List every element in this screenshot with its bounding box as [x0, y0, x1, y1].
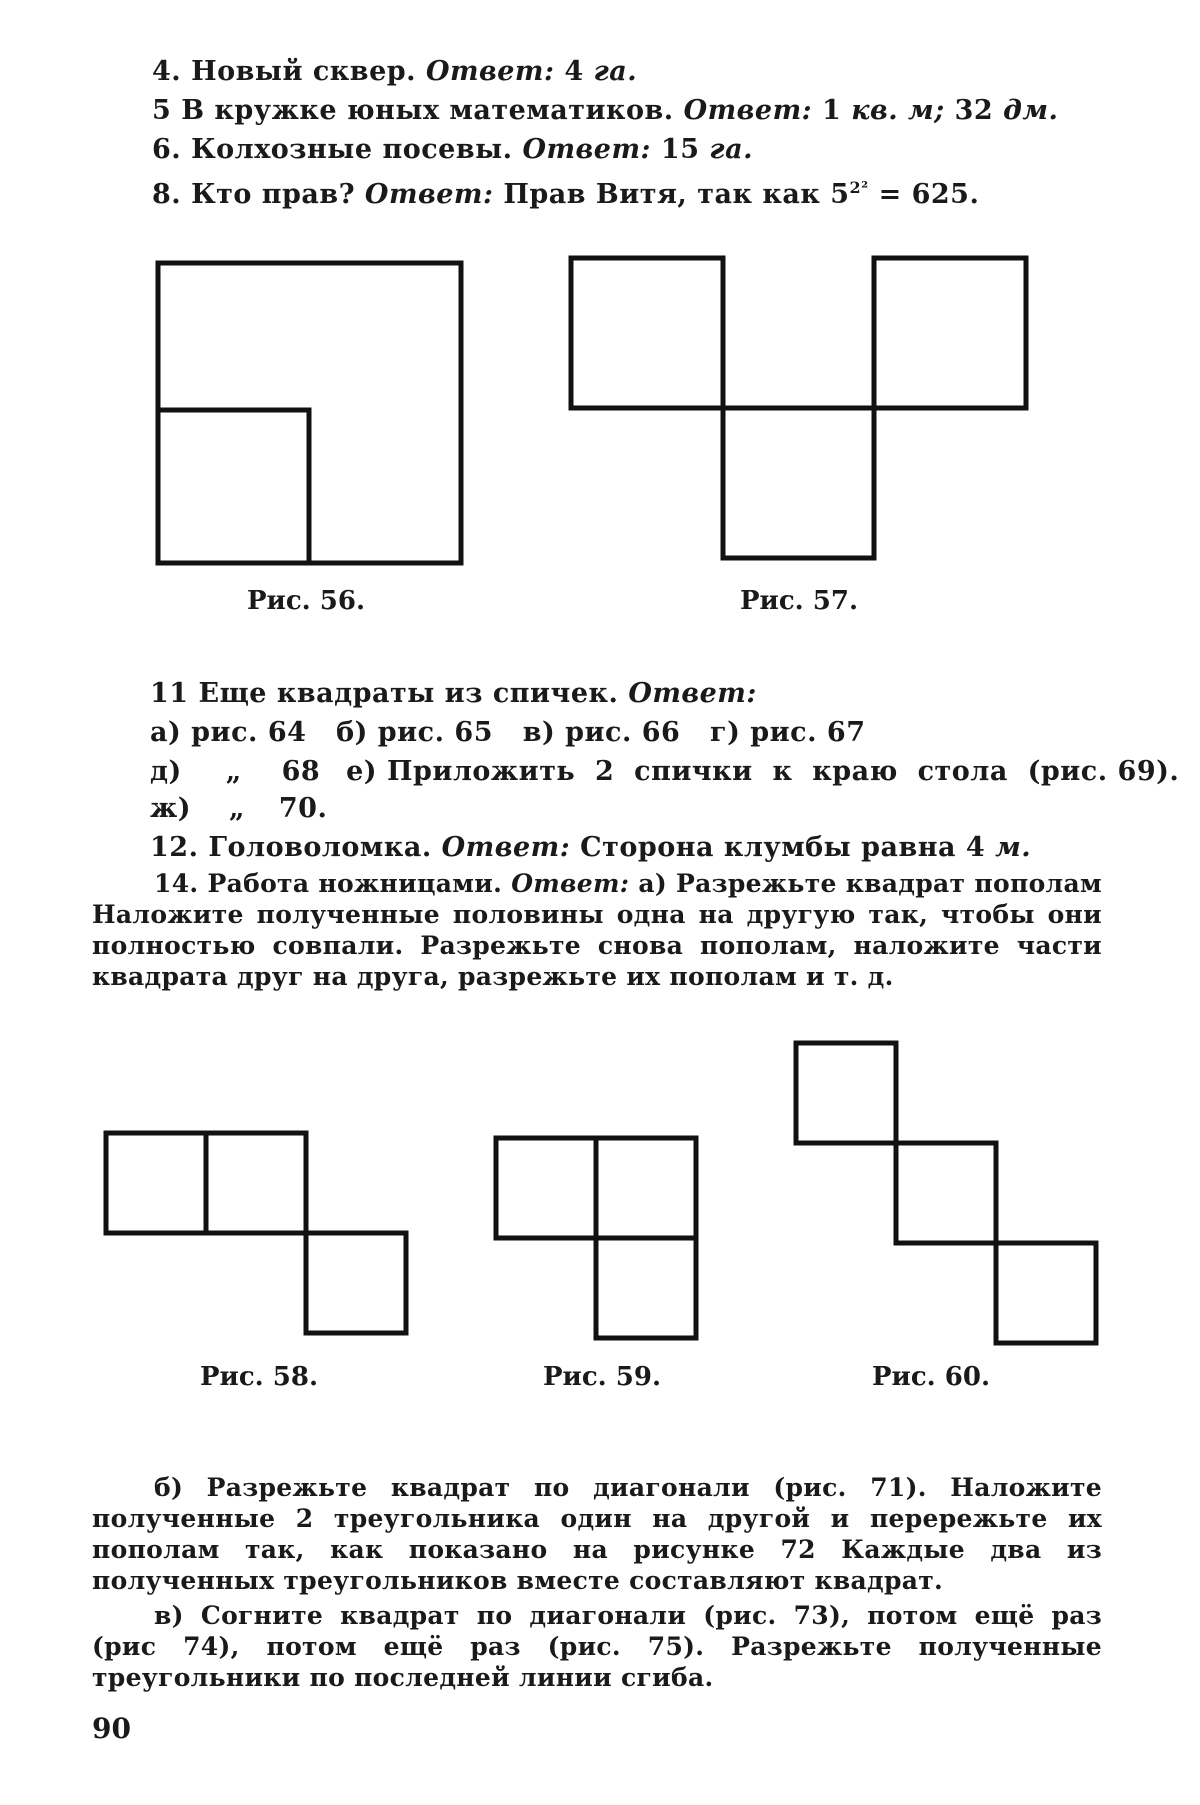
answer-number: 8.: [152, 179, 182, 210]
fig58-caption: Рис. 58.: [200, 1362, 319, 1392]
section-11-row-zh: [150, 793, 327, 825]
fig59-square-2: [596, 1138, 696, 1238]
answer-value-2: 32: [954, 95, 994, 126]
answer-title: Новый сквер.: [191, 56, 417, 87]
figure-57: [565, 250, 1035, 570]
item-letter: д): [150, 756, 182, 787]
answer-value: Прав Витя, так как 5: [503, 179, 850, 210]
section-11-row-d: [150, 756, 1180, 788]
ditto-mark: „: [225, 756, 242, 787]
answer-title: Кто прав?: [191, 179, 356, 210]
answer-unit: м.: [995, 832, 1032, 863]
answer-label: Ответ:: [425, 56, 555, 87]
fig60-caption: Рис. 60.: [872, 1362, 991, 1392]
fig57-right-square: [874, 258, 1026, 408]
fig58-square-3: [306, 1233, 406, 1333]
answer-exponent: 2²: [849, 178, 869, 197]
answer-value: Сторона клумбы равна 4: [580, 832, 986, 863]
figure-60: [790, 1035, 1110, 1355]
fig60-square-2: [896, 1143, 996, 1243]
answer-value: 4: [564, 56, 584, 87]
answer-6: [152, 134, 753, 166]
fig59-square-1: [496, 1138, 596, 1238]
answer-value: 1: [822, 95, 842, 126]
answer-label: Ответ:: [628, 678, 757, 709]
figure-58: [100, 1125, 420, 1355]
section-11-row-a: а) рис. 64 б) рис. 65 в) рис. 66 г) рис. 67: [150, 717, 866, 748]
answer-4: [152, 56, 637, 88]
answer-unit: га.: [709, 134, 753, 165]
answer-number: 5: [152, 95, 172, 126]
section-title: Головоломка.: [208, 832, 432, 863]
item-figure-number: 70.: [278, 793, 328, 824]
section-title: Еще квадраты из спичек.: [198, 678, 619, 709]
paragraph-v: [92, 1600, 1102, 1693]
fig59-square-3: [596, 1238, 696, 1338]
answer-label: Ответ:: [511, 869, 630, 898]
answer-label: Ответ:: [522, 134, 652, 165]
fig60-square-3: [996, 1243, 1096, 1343]
ditto-mark: „: [228, 793, 245, 824]
answer-value: 15: [660, 134, 700, 165]
section-text: а) Разрежьте квадрат пополам Наложите полученные половины одна на другую так, чтобы они полностью совпали. Разрежьте снова пополам, наложите части квадрата друг на друга, разрежьте их пополам и т. д.: [92, 869, 1103, 991]
answer-title: Колхозные посевы.: [191, 134, 513, 165]
answer-label: Ответ:: [683, 95, 813, 126]
answer-unit: кв. м;: [851, 95, 945, 126]
fig56-caption: Рис. 56.: [247, 586, 366, 616]
answer-value-2: = 625.: [868, 179, 980, 210]
fig58-square-1: [106, 1133, 206, 1233]
answer-number: 6.: [152, 134, 182, 165]
fig58-square-2: [206, 1133, 306, 1233]
answer-unit: га.: [593, 56, 638, 87]
answer-label: Ответ:: [441, 832, 571, 863]
paragraph-b: [92, 1472, 1102, 1596]
fig57-bottom-square: [723, 408, 874, 558]
paragraph-v-text: в) Согните квадрат по диагонали (рис. 73), потом ещё раз (рис 74), потом ещё раз (рис. 75). Разрежьте полученные треугольники по последней линии сгиба.: [92, 1601, 1102, 1692]
section-title: Работа ножницами.: [207, 869, 503, 898]
section-14: [92, 868, 1102, 992]
answer-unit-2: дм.: [1003, 95, 1059, 126]
section-number: 12.: [150, 832, 199, 863]
item-figure-number: 68: [281, 756, 321, 787]
figure-56: [150, 255, 470, 575]
fig59-caption: Рис. 59.: [543, 1362, 662, 1392]
figure-59: [490, 1130, 710, 1360]
fig57-caption: Рис. 57.: [740, 586, 859, 616]
fig57-left-square: [571, 258, 723, 408]
fig60-square-1: [796, 1043, 896, 1143]
item-letter: ж): [150, 793, 192, 824]
section-12: [150, 832, 1031, 864]
answer-5: [152, 95, 1058, 127]
answer-8: [152, 172, 979, 211]
answer-label: Ответ:: [364, 179, 494, 210]
paragraph-b-text: б) Разрежьте квадрат по диагонали (рис. 71). Наложите полученные 2 треугольника один на другой и перережьте их пополам так, как показано на рисунке 72 Каждые два из полученных треугольников вместе составляют квадрат.: [92, 1473, 1102, 1595]
answer-title: В кружке юных математиков.: [181, 95, 674, 126]
answer-number: 4.: [152, 56, 182, 87]
section-number: 14.: [154, 869, 199, 898]
section-number: 11: [150, 678, 189, 709]
item-text: е) Приложить 2 спички к краю стола (рис. 69).: [346, 756, 1180, 787]
page-number: 90: [92, 1712, 131, 1745]
section-11-heading: [150, 678, 757, 710]
fig56-inner-square: [158, 410, 309, 563]
